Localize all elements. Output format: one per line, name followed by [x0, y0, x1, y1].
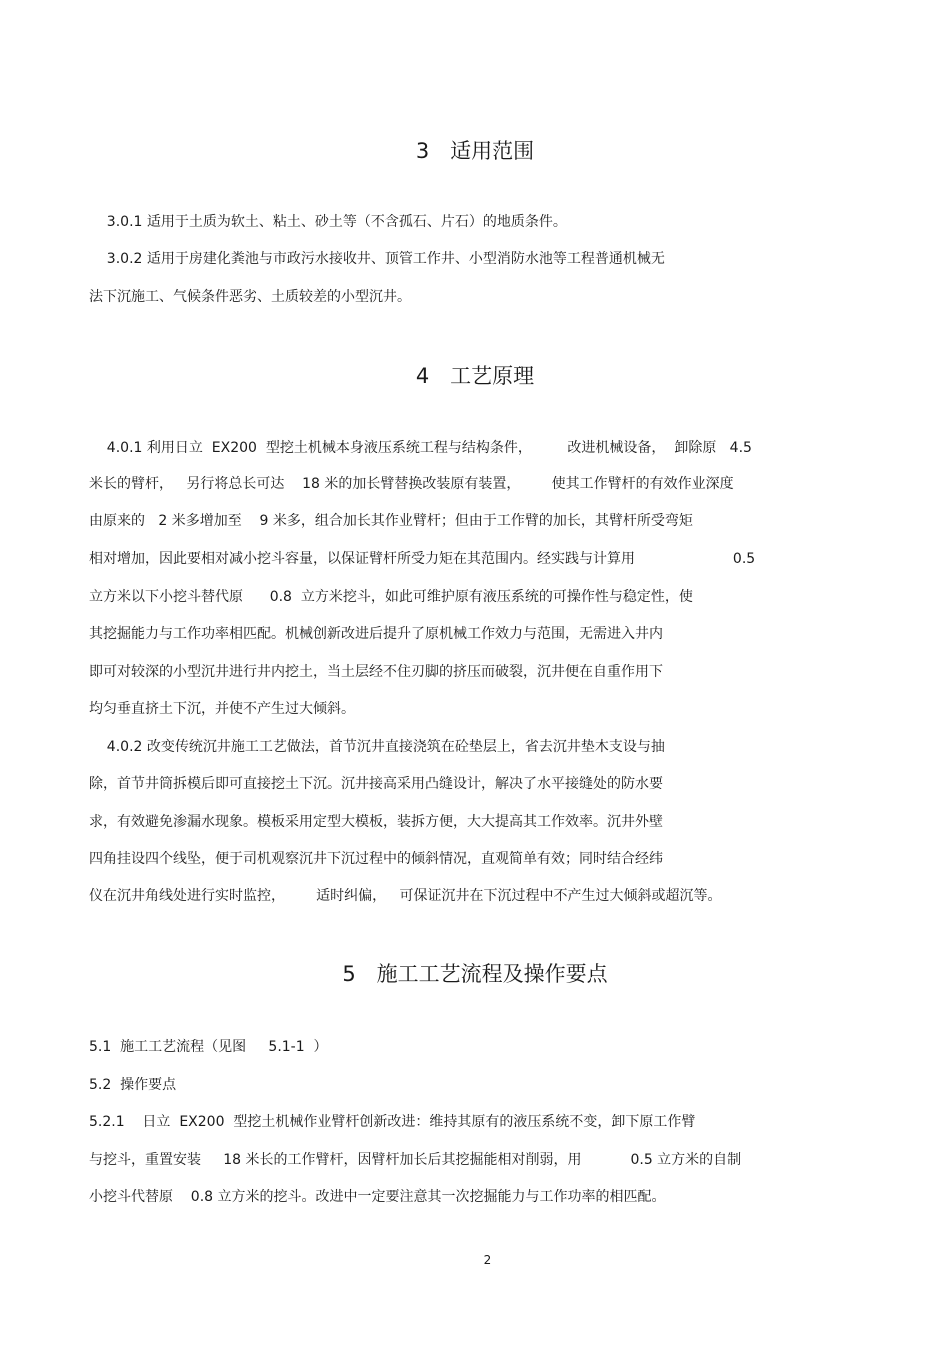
text-line: 求，有效避免渗漏水现象。模板采用定型大模板，装拆方便，大大提高其工作效率。沉井外壁 — [0, 814, 664, 830]
text-line: 除，首节井筒拆模后即可直接挖土下沉。沉井接高采用凸缝设计，解决了水平接缝处的防水要 — [0, 776, 664, 792]
text-line: 5.2.1 日立 EX200 型挖土机械作业臂杆创新改进：维持其原有的液压系统不变，卸下原工作臂 — [0, 1114, 696, 1130]
text-line: 仪在沉井角线处进行实时监控， 适时纠偏， 可保证沉井在下沉过程中不产生过大倾斜或超沉等。 — [0, 888, 722, 904]
text-line: 小挖斗代替原 0.8 立方米的挖斗。改进中一定要注意其一次挖掘能力与工作功率的相匹配。 — [0, 1189, 666, 1205]
section-heading-5: 5 施工工艺流程及操作要点 — [342, 962, 608, 986]
text-line: 立方米以下小挖斗替代原 0.8 立方米挖斗，如此可维护原有液压系统的可操作性与稳定性，使 — [0, 589, 693, 605]
text-line: 5.2 操作要点 — [0, 1077, 177, 1093]
text-line: 与挖斗，重置安装 18 米长的工作臂杆，因臂杆加长后其挖掘能相对削弱，用 0.5 立方米的自制 — [0, 1152, 742, 1168]
text-line: 3.0.1 适用于土质为软土、粘土、砂土等（不含孤石、片石）的地质条件。 — [0, 214, 567, 230]
text-line: 由原来的 2 米多增加至 9 米多，组合加长其作业臂杆；但由于工作臂的加长，其臂杆所受弯矩 — [0, 513, 693, 529]
page-number: 2 — [483, 1253, 492, 1267]
text-line: 四角挂设四个线坠，便于司机观察沉井下沉过程中的倾斜情况，直观简单有效；同时结合经纬 — [0, 851, 664, 867]
text-line: 4.0.1 利用日立 EX200 型挖土机械本身液压系统工程与结构条件， 改进机械设备， 卸除原 4.5 — [0, 440, 752, 456]
text-line: 3.0.2 适用于房建化粪池与市政污水接收井、顶管工作井、小型消防水池等工程普通机械无 — [0, 251, 665, 267]
text-line: 其挖掘能力与工作功率相匹配。机械创新改进后提升了原机械工作效力与范围，无需进入井内 — [0, 626, 664, 642]
text-line: 即可对较深的小型沉井进行井内挖土，当土层经不住刃脚的挤压而破裂，沉井便在自重作用下 — [0, 664, 664, 680]
text-line: 4.0.2 改变传统沉井施工工艺做法，首节沉井直接浇筑在砼垫层上，省去沉井垫木支设与抽 — [0, 739, 665, 755]
section-heading-4: 4 工艺原理 — [415, 364, 535, 388]
text-line: 米长的臂杆， 另行将总长可达 18 米的加长臂替换改装原有装置， 使其工作臂杆的有效作业深度 — [0, 476, 734, 492]
text-line: 均匀垂直挤土下沉，并使不产生过大倾斜。 — [0, 701, 356, 717]
text-line: 法下沉施工、气候条件恶劣、土质较差的小型沉井。 — [0, 289, 412, 305]
text-line: 相对增加，因此要相对减小挖斗容量，以保证臂杆所受力矩在其范围内。经实践与计算用 0.5 — [0, 551, 756, 567]
section-heading-3: 3 适用范围 — [415, 139, 535, 163]
text-line: 5.1 施工工艺流程（见图 5.1-1 ） — [0, 1039, 328, 1055]
